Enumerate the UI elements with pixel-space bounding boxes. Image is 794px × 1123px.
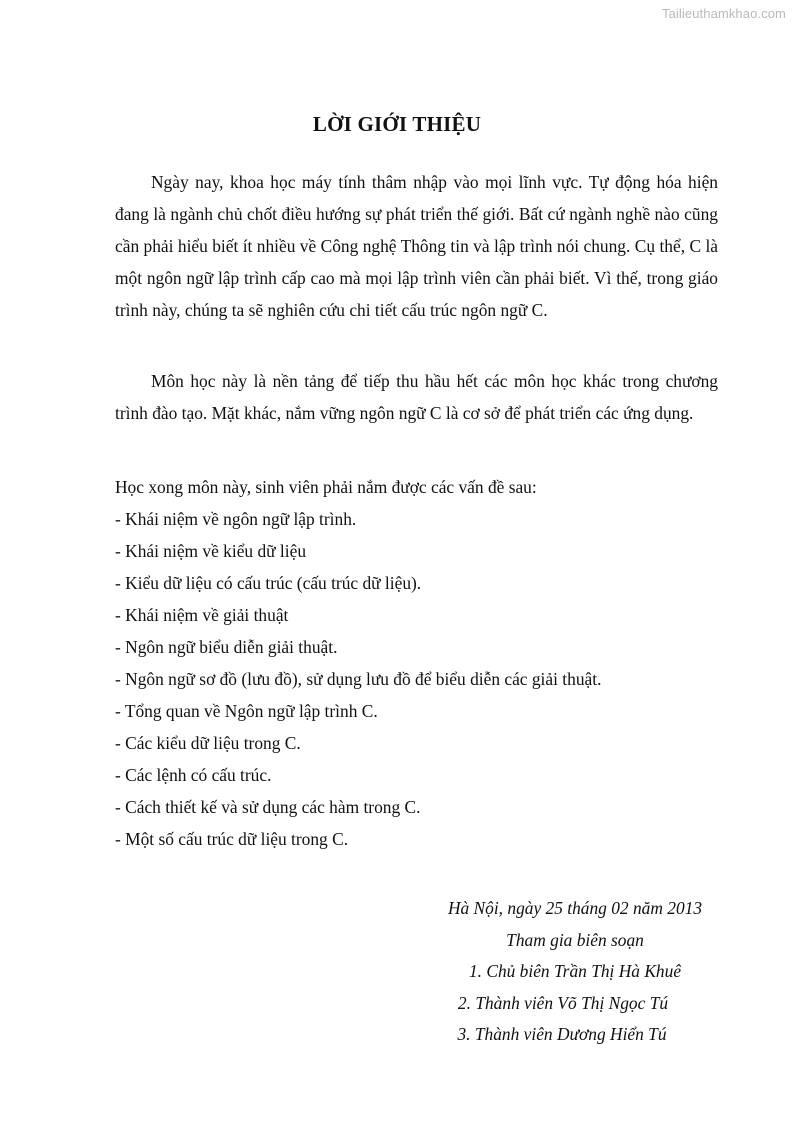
list-item: - Ngôn ngữ biểu diễn giải thuật.: [115, 637, 338, 657]
list-item: - Khái niệm về giải thuật: [115, 605, 289, 625]
list-item: - Khái niệm về ngôn ngữ lập trình.: [115, 509, 357, 529]
list-item: - Tổng quan về Ngôn ngữ lập trình C.: [115, 701, 378, 721]
list-intro: Học xong môn này, sinh viên phải nắm được các vấn đề sau:: [115, 477, 537, 497]
list-item: - Khái niệm về kiểu dữ liệu: [115, 541, 307, 561]
signature-date: Hà Nội, ngày 25 tháng 02 năm 2013: [447, 898, 703, 918]
list-item: - Các kiểu dữ liệu trong C.: [115, 733, 301, 753]
list-item: - Kiểu dữ liệu có cấu trúc (cấu trúc dữ liệu).: [115, 573, 422, 593]
page-title: LỜI GIỚI THIỆU: [312, 112, 482, 136]
list-item: - Các lệnh có cấu trúc.: [115, 765, 272, 785]
intro-paragraph-1: [115, 166, 718, 326]
signature-member: 2. Thành viên Võ Thị Ngọc Tú: [457, 992, 669, 1013]
list-item: - Cách thiết kế và sử dụng các hàm trong C.: [115, 797, 421, 817]
paragraph-text: Ngày nay, khoa học máy tính thâm nhập vào mọi lĩnh vực. Tự động hóa hiện đang là ngành chủ chốt điều hướng sự phát triển thế giới. Bất cứ ngành nghề nào cũng cần phải hiểu biết ít nhiều về Công nghệ Thông tin và lập trình nói chung. Cụ thể, C là một ngôn ngữ lập trình cấp cao mà mọi lập trình viên cần phải biết. Vì thế, trong giáo trình này, chúng ta sẽ nghiên cứu chi tiết cấu trúc ngôn ngữ C.: [115, 172, 718, 320]
signature-member: 1. Chủ biên Trần Thị Hà Khuê: [468, 961, 682, 981]
signature-member: 3. Thành viên Dương Hiển Tú: [457, 1024, 667, 1044]
list-item: - Ngôn ngữ sơ đồ (lưu đồ), sử dụng lưu đồ để biểu diễn các giải thuật.: [115, 669, 602, 689]
signature-role: Tham gia biên soạn: [506, 929, 644, 950]
learning-outcomes: [115, 471, 718, 855]
intro-paragraph-2: [115, 365, 718, 429]
watermark-text: Tailieuthamkhao.com: [661, 6, 786, 21]
signature-block: [420, 893, 730, 1051]
paragraph-text: Môn học này là nền tảng để tiếp thu hầu hết các môn học khác trong chương trình đào tạo. Mặt khác, nắm vững ngôn ngữ C là cơ sở để phát triển các ứng dụng.: [115, 371, 718, 423]
list-item: - Một số cấu trúc dữ liệu trong C.: [115, 829, 349, 849]
